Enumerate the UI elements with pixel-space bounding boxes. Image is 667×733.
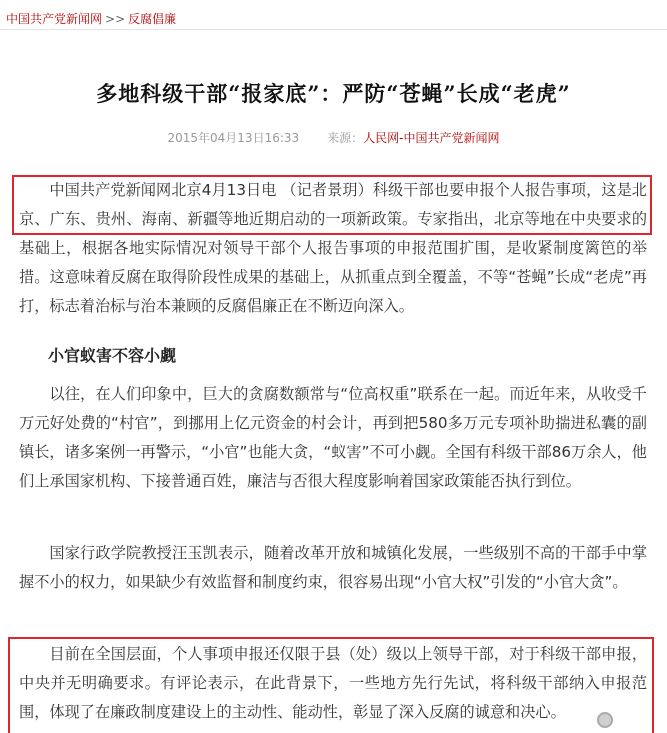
paragraph-4: 目前在全国层面，个人事项申报还仅限于县（处）级以上领导干部，对于科级干部申报，中央并无明确要求。有评论表示，在此背景下，一些地方先行先试，将科级干部纳入申报范围，体现了在廉政制度建设上的主动性、能动性，彰显了深入反腐的诚意和决心。 (19, 645, 647, 721)
source-link[interactable]: 人民网-中国共产党新闻网 (363, 131, 500, 145)
source-label: 来源： (327, 131, 364, 145)
article-date: 2015年04月13日16:33 (167, 131, 300, 145)
breadcrumb (6, 10, 176, 27)
breadcrumb-site-link[interactable]: 中国共产党新闻网 (6, 12, 103, 26)
wechat-logo-icon (597, 712, 613, 728)
breadcrumb-separator: >> (105, 12, 126, 26)
article-title: 多地科级干部“报家底”：严防“苍蝇”长成“老虎” (96, 81, 571, 106)
subheading: 小官蚁害不容小觑 (48, 346, 177, 365)
paragraph-1: 中国共产党新闻网北京4月13日电 （记者景玥）科级干部也要申报个人报告事项，这是北京、广东、贵州、海南、新疆等地近期启动的一项新政策。专家指出，北京等地在中央要求的基础上，根据各地实际情况对领导干部个人报告事项的申报范围扩围，是收紧制度篱笆的举措。这意味着反腐在取得阶段性成果的基础上，从抓重点到全覆盖，不等“苍蝇”长成“老虎”再打，标志着治标与治本兼顾的反腐倡廉正在不断迈向深入。 (19, 181, 647, 315)
header-divider (0, 29, 667, 30)
paragraph-2: 以往，在人们印象中，巨大的贪腐数额常与“位高权重”联系在一起。而近年来，从收受千万元好处费的“村官”，到挪用上亿元资金的村会计，再到把580多万元专项补助揣进私囊的副镇长，诸多案例一再警示，“小官”也能大贪，“蚁害”不可小觑。全国有科级干部86万余人，他们上承国家机构、下接普通百姓，廉洁与否很大程度影响着国家政策能否执行到位。 (19, 385, 647, 490)
breadcrumb-section-link[interactable]: 反腐倡廉 (128, 12, 177, 26)
paragraph-3: 国家行政学院教授汪玉凯表示，随着改革开放和城镇化发展，一些级别不高的干部手中掌握不小的权力，如果缺少有效监督和制度约束，很容易出现“小官大权”引发的“小官大贪”。 (19, 544, 647, 591)
article-meta (0, 129, 667, 146)
